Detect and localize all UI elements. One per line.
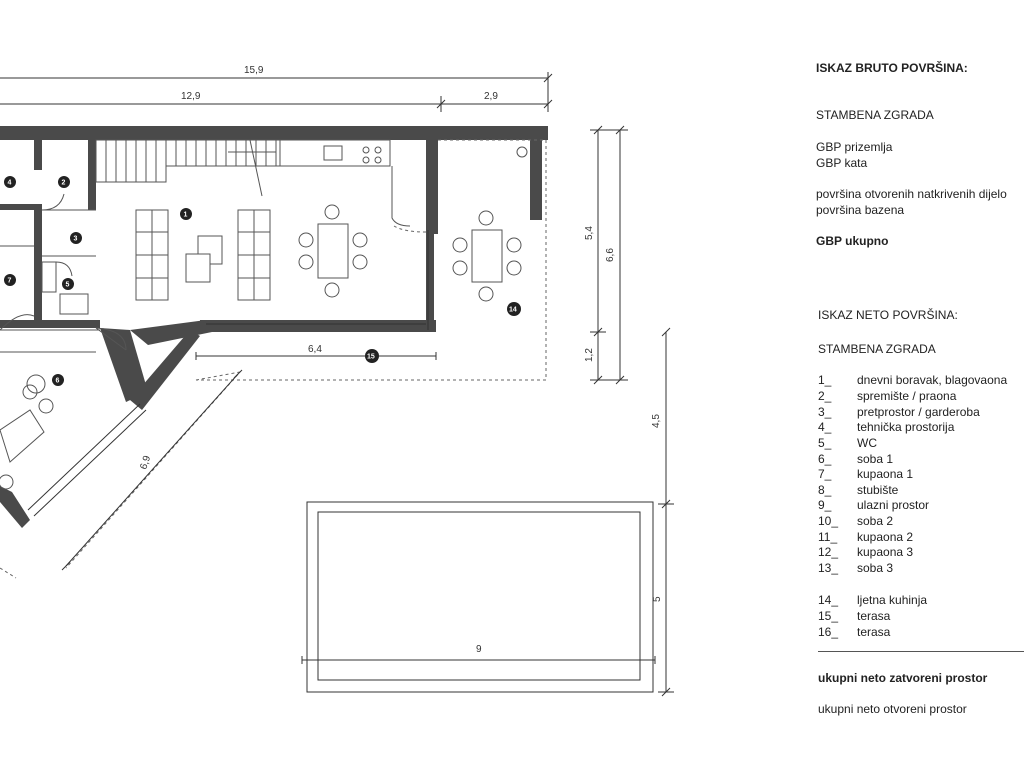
list-item xyxy=(818,514,893,530)
room-number: 1_ xyxy=(818,373,832,387)
dim-kitchen-depth-a: 5,4 xyxy=(584,226,595,240)
room-marker-5: 5 xyxy=(65,281,70,289)
living-furniture xyxy=(136,147,527,301)
dim-pool-depth: 5 xyxy=(652,596,663,602)
pool xyxy=(302,502,655,692)
diagonal-dimension xyxy=(62,352,436,570)
kitchen-counter xyxy=(280,140,410,226)
room-name: tehnička prostorija xyxy=(857,420,955,434)
pool-offset-dimension xyxy=(658,328,674,696)
list-item xyxy=(818,373,1007,389)
room-number: 4_ xyxy=(818,420,832,434)
building-walls xyxy=(0,126,548,528)
glazing xyxy=(28,230,428,516)
room-number: 10_ xyxy=(818,514,839,528)
room-name: ulazni prostor xyxy=(857,498,930,512)
room-number: 5_ xyxy=(818,436,832,450)
room-marker-2: 2 xyxy=(61,179,66,187)
list-item xyxy=(818,389,956,405)
divider xyxy=(818,651,1024,652)
room-name: WC xyxy=(857,436,877,450)
room-number: 2_ xyxy=(818,389,832,403)
stairs xyxy=(96,140,280,196)
room-name: kupaona 1 xyxy=(857,467,914,481)
list-item xyxy=(818,483,898,499)
dim-interior-width: 12,9 xyxy=(181,91,201,102)
room-number: 8_ xyxy=(818,483,832,497)
gbp-ground-label: GBP prizemlja xyxy=(816,140,893,154)
gross-area-heading: ISKAZ BRUTO POVRŠINA: xyxy=(816,61,968,75)
dim-kitchen-depth-b: 1,2 xyxy=(584,348,595,362)
total-net-closed-label: ukupni neto zatvoreni prostor xyxy=(818,671,988,685)
room-marker-7: 7 xyxy=(7,277,12,285)
area-legend-panel xyxy=(808,0,1024,768)
open-covered-area-label: površina otvorenih natkrivenih dijelo xyxy=(816,187,1007,201)
dim-diagonal-length: 6,9 xyxy=(138,454,154,471)
room-marker-4: 4 xyxy=(7,179,12,187)
room-name: dnevni boravak, blagovaona xyxy=(857,373,1008,387)
list-item xyxy=(818,561,893,577)
list-item xyxy=(818,609,890,625)
gbp-floor-label: GBP kata xyxy=(816,156,868,170)
room-marker-1: 1 xyxy=(183,211,188,219)
pool-area-label: površina bazena xyxy=(816,203,905,217)
list-item xyxy=(818,530,913,546)
list-item xyxy=(818,545,913,561)
list-item xyxy=(818,498,929,514)
list-item xyxy=(818,593,927,609)
dim-terrace-width: 2,9 xyxy=(484,91,498,102)
gbp-total-label: GBP ukupno xyxy=(816,234,889,248)
room-name: pretprostor / garderoba xyxy=(857,405,980,419)
room-name: soba 2 xyxy=(857,514,894,528)
room-name: soba 3 xyxy=(857,561,894,575)
dim-terrace-length: 6,4 xyxy=(308,344,322,355)
room-marker-3: 3 xyxy=(73,235,78,243)
top-dimensions xyxy=(0,72,552,112)
room-name: kupaona 2 xyxy=(857,530,914,544)
room-name: spremište / praona xyxy=(857,389,957,403)
room-name: ljetna kuhinja xyxy=(857,593,928,607)
list-item xyxy=(818,467,913,483)
room-name: kupaona 3 xyxy=(857,545,914,559)
room-name: soba 1 xyxy=(857,452,894,466)
list-item xyxy=(818,436,877,452)
list-item xyxy=(818,452,893,468)
net-area-heading: ISKAZ NETO POVRŠINA: xyxy=(818,308,958,322)
room-number: 6_ xyxy=(818,452,832,466)
room-name: stubište xyxy=(857,483,899,497)
room-number: 14_ xyxy=(818,593,839,607)
dim-pool-width: 9 xyxy=(476,644,482,655)
net-building-label: STAMBENA ZGRADA xyxy=(818,342,936,356)
room-number: 16_ xyxy=(818,625,839,639)
room-number: 3_ xyxy=(818,405,832,419)
room-name: terasa xyxy=(857,609,891,623)
room-number: 11_ xyxy=(818,530,838,544)
list-item xyxy=(818,405,980,421)
list-item xyxy=(818,420,954,436)
dim-pool-offset: 4,5 xyxy=(651,414,662,428)
room-number: 7_ xyxy=(818,467,832,481)
room-marker-15: 15 xyxy=(367,353,375,361)
room-name: terasa xyxy=(857,625,891,639)
total-net-open-label: ukupni neto otvoreni prostor xyxy=(818,702,967,716)
gross-building-label: STAMBENA ZGRADA xyxy=(816,108,934,122)
dim-kitchen-depth-total: 6,6 xyxy=(605,248,616,262)
room-number: 9_ xyxy=(818,498,832,512)
room-number: 15_ xyxy=(818,609,839,623)
list-item xyxy=(818,625,890,641)
room-marker-6: 6 xyxy=(55,377,60,385)
room-number: 12_ xyxy=(818,545,839,559)
room-number: 13_ xyxy=(818,561,839,575)
dim-overall-width: 15,9 xyxy=(244,65,264,76)
room-marker-14: 14 xyxy=(509,306,517,314)
